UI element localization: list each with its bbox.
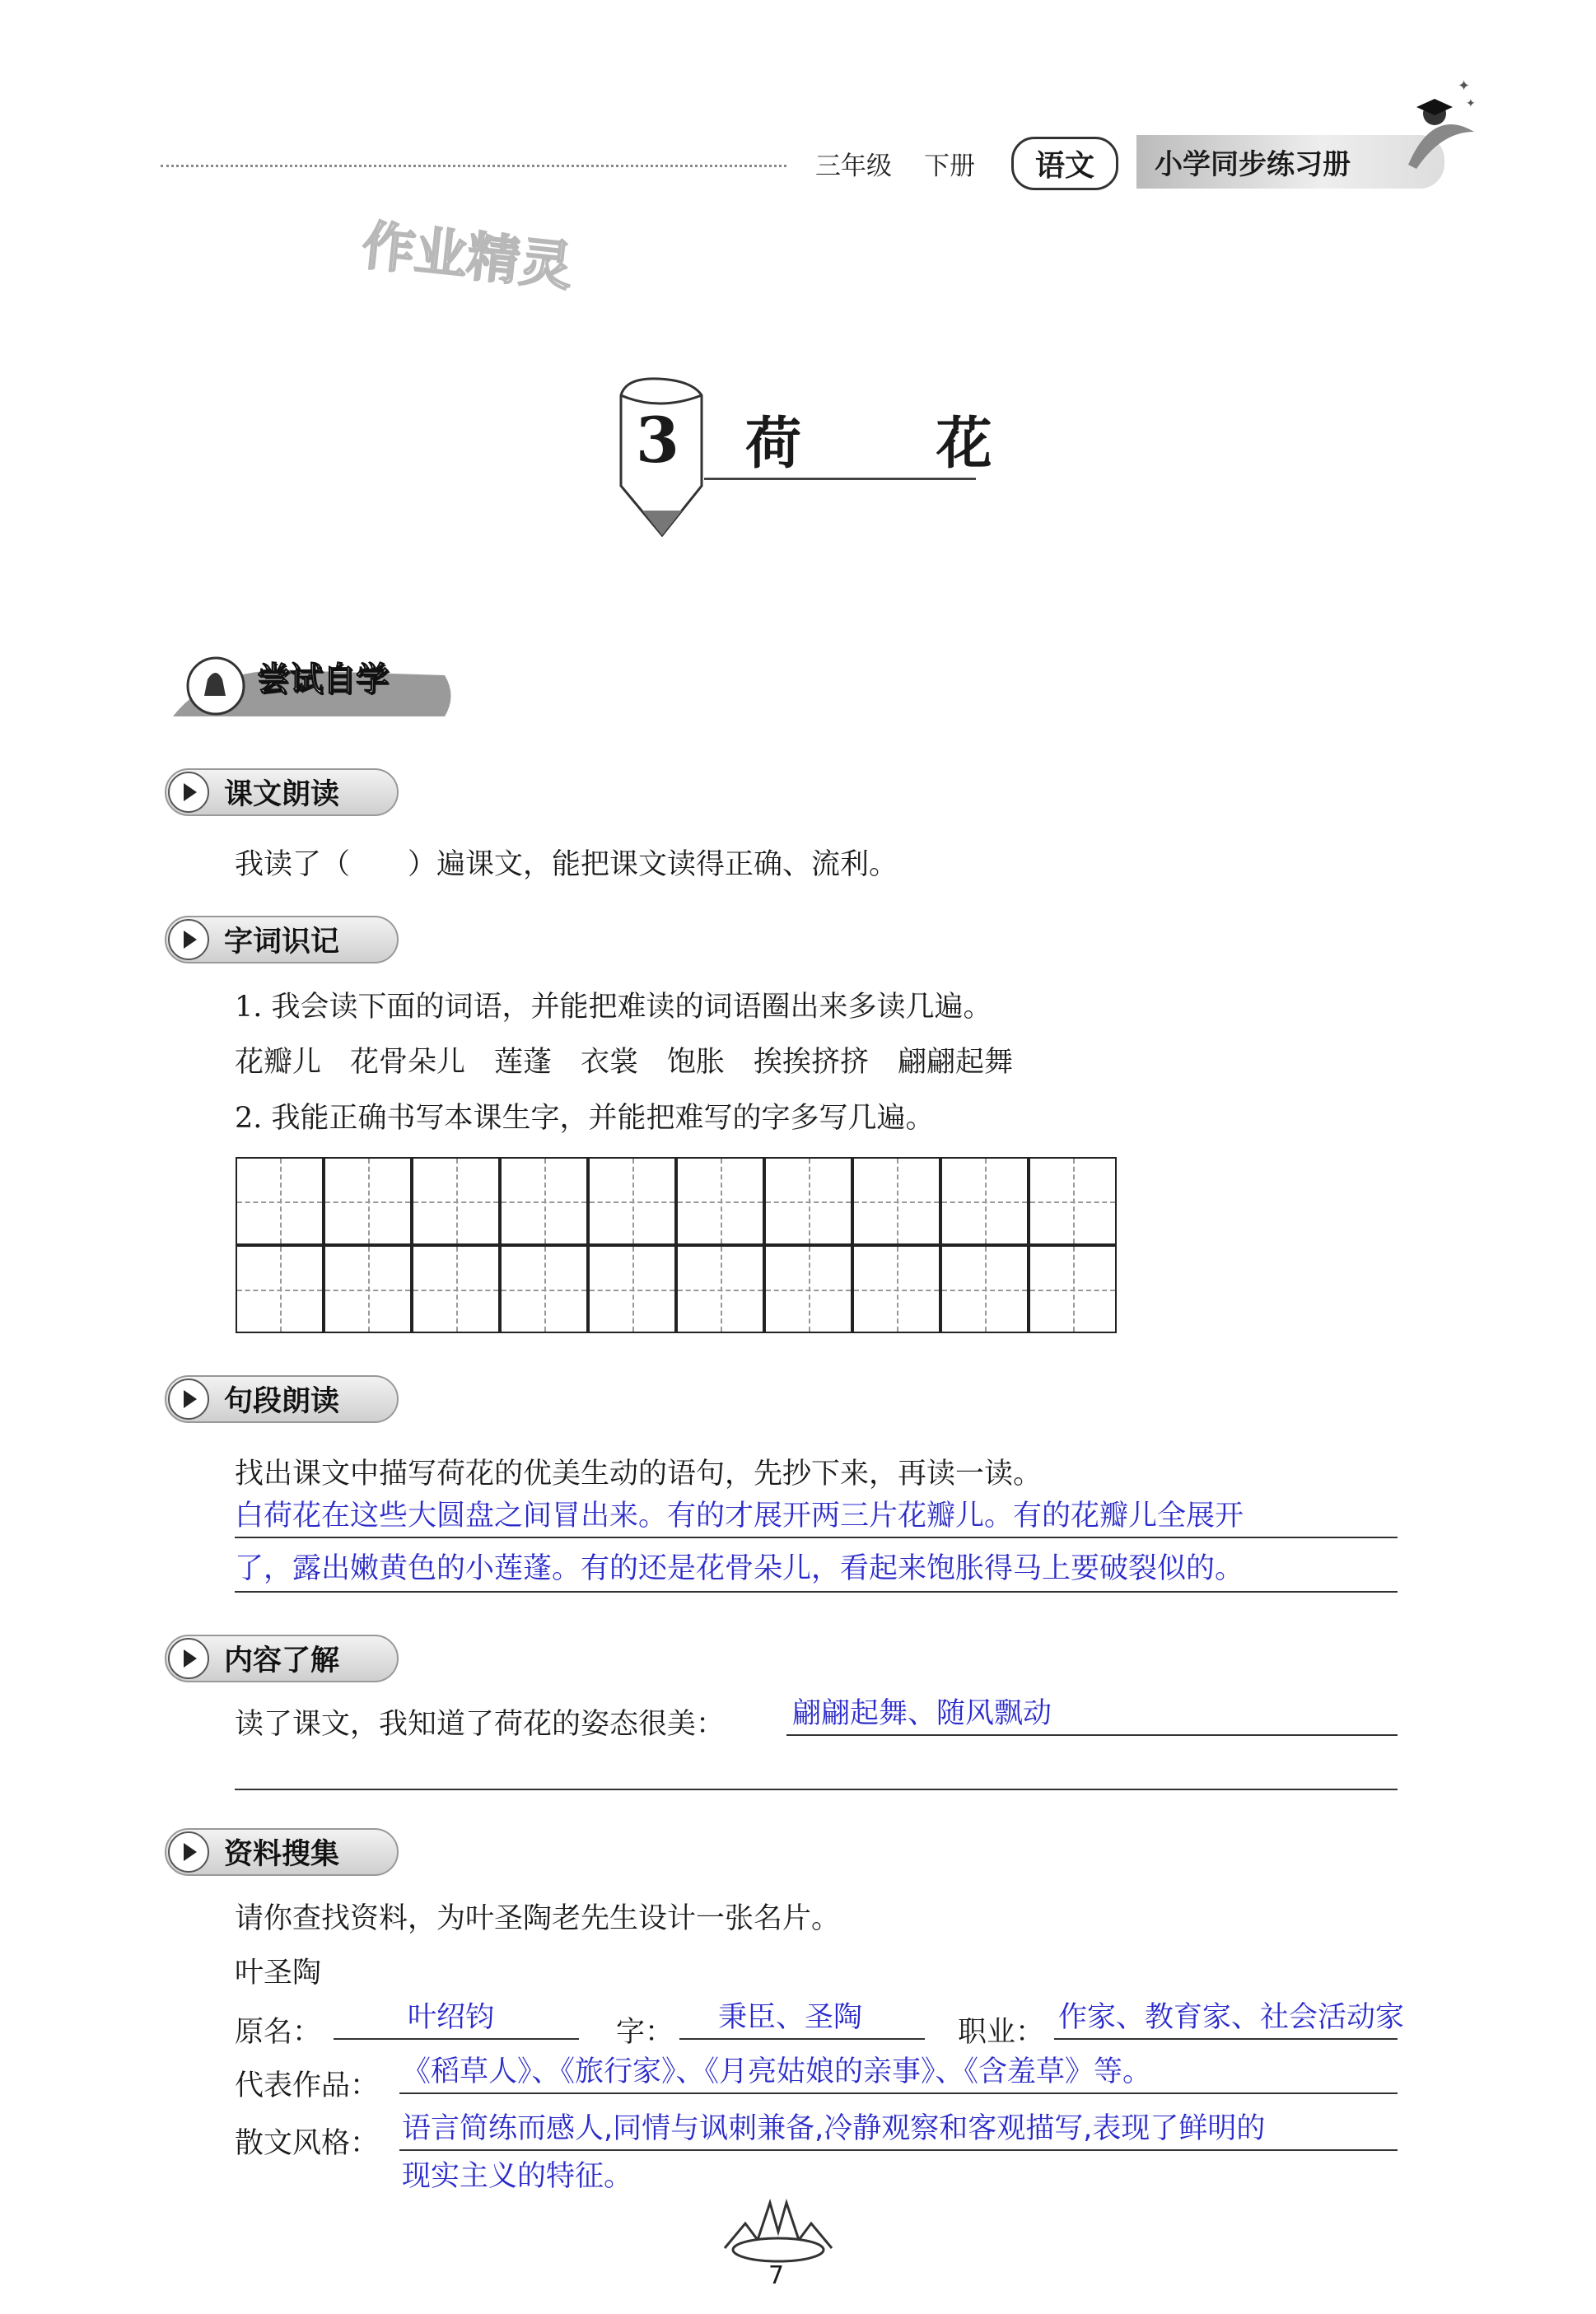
reading-text: 我读了（ ）遍课文，能把课文读得正确、流利。 [235,848,898,881]
grid-cell[interactable] [852,1157,940,1245]
style-value-line-2: 现实主义的特征。 [402,2160,633,2193]
grid-cell[interactable] [852,1245,940,1333]
volume-label: 下册 [924,152,975,181]
grid-cell[interactable] [676,1245,764,1333]
lesson-title: 荷 花 [745,411,1050,477]
answer-rule [399,2149,1398,2151]
writing-grid [236,1157,1118,1335]
play-arrow-icon [168,1379,209,1420]
research-person-name: 叶圣陶 [235,1957,322,1990]
section-content [165,1635,399,1682]
section-sentences-label: 句段朗读 [224,1385,340,1418]
lesson-number: 3 [636,404,679,477]
graduate-logo-icon [1384,74,1482,181]
content-answer: 翩翩起舞、随风飘动 [792,1697,1052,1730]
sentences-answer-line-2: 了，露出嫩黄色的小莲蓬。有的还是花骨朵儿，看起来饱胀得马上要破裂似的。 [235,1552,1244,1585]
answer-rule [235,1537,1398,1538]
page-number: 7 [768,2261,785,2290]
answer-rule [235,1591,1398,1593]
courtesy-name-value: 秉臣、圣陶 [718,2001,863,2034]
style-value-line-1: 语言简练而感人,同情与讽刺兼备,冷静观察和客观描写,表现了鲜明的 [402,2112,1266,2145]
style-label: 散文风格： [235,2127,380,2160]
svg-text:✦: ✦ [1458,77,1471,95]
grid-cell[interactable] [236,1157,324,1245]
section-content-label: 内容了解 [224,1645,340,1677]
grid-cell[interactable] [1029,1157,1117,1245]
courtesy-name-label: 字： [616,2016,674,2049]
self-study-banner: 尝试自学 [257,660,389,698]
grid-cell[interactable] [500,1245,588,1333]
grid-cell[interactable] [1029,1245,1117,1333]
section-sentences [165,1375,399,1423]
answer-rule [679,2038,925,2040]
sentences-prompt: 找出课文中描写荷花的优美生动的语句，先抄下来，再读一读。 [235,1458,1043,1491]
grid-cell[interactable] [324,1245,412,1333]
section-reading-label: 课文朗读 [224,778,340,811]
watermark-logo: 作业精灵 [359,215,576,299]
section-reading [165,768,399,816]
section-research [165,1828,399,1876]
answer-rule [334,2038,579,2040]
answer-rule [399,2092,1398,2094]
grid-cell[interactable] [764,1245,852,1333]
works-label: 代表作品： [235,2069,380,2102]
play-arrow-icon [168,1831,209,1873]
section-research-label: 资料搜集 [224,1838,340,1871]
sentences-answer-line-1: 白荷花在这些大圆盘之间冒出来。有的才展开两三片花瓣儿。有的花瓣儿全展开 [235,1500,1244,1533]
original-name-label: 原名： [235,2016,322,2049]
section-words-label: 字词识记 [224,926,340,959]
answer-rule [235,1789,1398,1790]
play-arrow-icon [168,772,209,813]
sun-ornament-icon [712,2182,844,2265]
research-prompt: 请你查找资料，为叶圣陶老先生设计一张名片。 [235,1902,841,1935]
grid-cell[interactable] [676,1157,764,1245]
subject-badge: 语文 [1011,137,1118,190]
play-arrow-icon [168,1638,209,1679]
works-value: 《稻草人》、《旅行家》、《月亮姑娘的亲事》、《含羞草》等。 [402,2055,1152,2088]
grid-cell[interactable] [588,1245,676,1333]
words-item-1: 1. 我会读下面的词语，并能把难读的词语圈出来多读几遍。 [235,991,992,1024]
words-list: 花瓣儿 花骨朵儿 莲蓬 衣裳 饱胀 挨挨挤挤 翩翩起舞 [235,1046,1014,1079]
content-prompt: 读了课文，我知道了荷花的姿态很美： [235,1708,726,1741]
grid-cell[interactable] [500,1157,588,1245]
grid-cell[interactable] [236,1245,324,1333]
play-arrow-icon [168,919,209,960]
grid-cell[interactable] [764,1157,852,1245]
grid-cell[interactable] [324,1157,412,1245]
grade-label: 三年级 [815,152,892,181]
grid-cell[interactable] [412,1157,500,1245]
original-name-value: 叶绍钧 [408,2001,495,2034]
book-title: 小学同步练习册 [1136,135,1444,189]
title-underline [704,478,976,480]
grid-cell[interactable] [940,1157,1029,1245]
occupation-label: 职业： [958,2016,1045,2049]
answer-rule [1054,2038,1398,2040]
grid-cell[interactable] [412,1245,500,1333]
section-words [165,916,399,963]
grid-cell[interactable] [588,1157,676,1245]
header-dotted-rule [161,165,786,167]
answer-rule [786,1734,1398,1736]
words-item-2: 2. 我能正确书写本课生字，并能把难写的字多写几遍。 [235,1102,935,1135]
svg-text:✦: ✦ [1466,97,1476,110]
occupation-value: 作家、教育家、社会活动家 [1058,2001,1405,2034]
grid-cell[interactable] [940,1245,1029,1333]
